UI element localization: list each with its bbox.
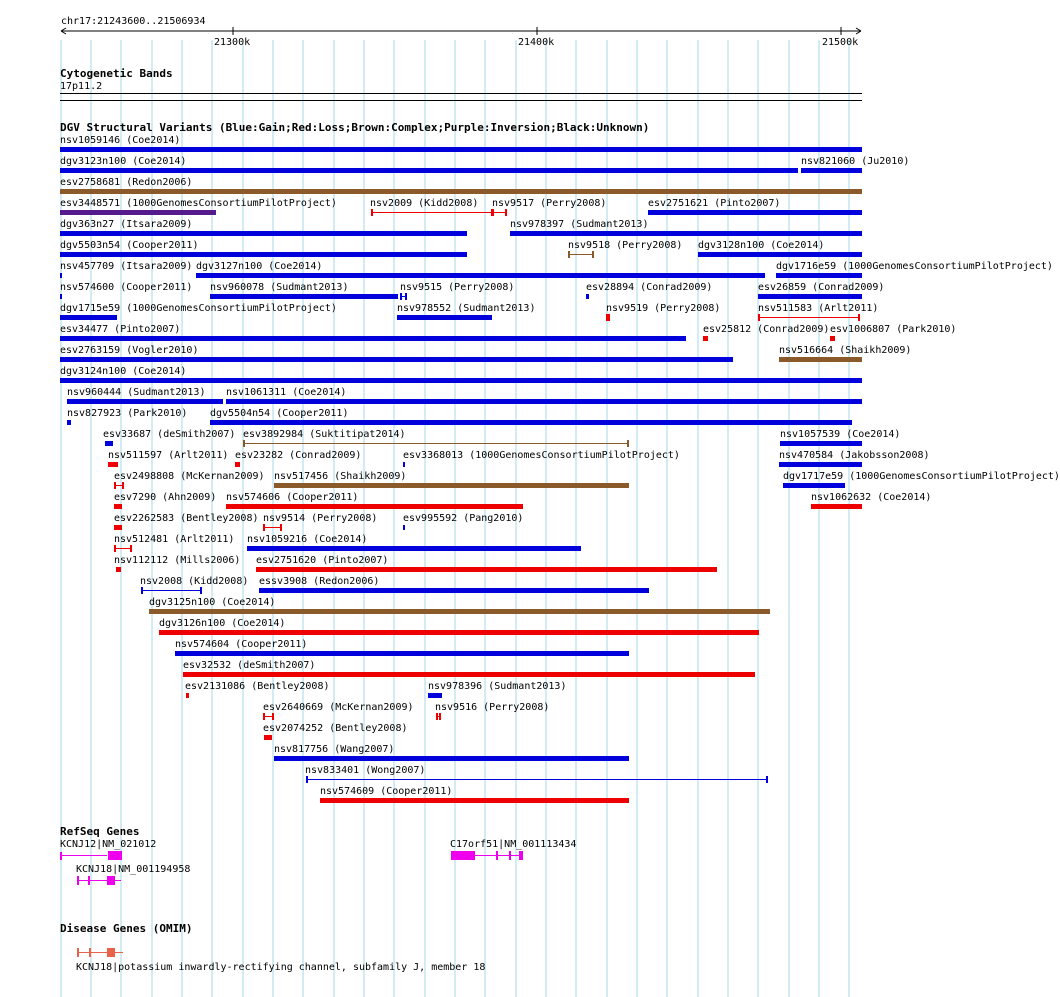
gene-label[interactable]: C17orf51|NM_001113434 [450, 839, 577, 850]
variant-label[interactable]: dgv3128n100 (Coe2014) [698, 240, 825, 251]
variant-label[interactable]: dgv1716e59 (1000GenomesConsortiumPilotProject) [776, 261, 1053, 272]
variant-label[interactable]: dgv5504n54 (Cooper2011) [210, 408, 349, 419]
variant-label[interactable]: esv3892984 (Suktitipat2014) [243, 429, 406, 440]
gene-intron [62, 855, 107, 856]
variant-bar[interactable] [428, 693, 442, 698]
variant-label[interactable]: nsv978552 (Sudmant2013) [397, 303, 536, 314]
variant-bar[interactable] [779, 462, 862, 467]
gene-exon[interactable] [60, 852, 62, 860]
variant-label[interactable]: dgv363n27 (Itsara2009) [60, 219, 193, 230]
variant-bar[interactable] [703, 336, 708, 341]
variant-bar[interactable] [776, 273, 862, 278]
cytoband-line-top [60, 93, 862, 94]
variant-cap [436, 713, 438, 720]
variant-cap [439, 713, 441, 720]
ruler-tick-label: 21400k [518, 37, 555, 48]
gene-exon[interactable] [108, 851, 122, 860]
variant-label[interactable]: nsv511583 (Arlt2011) [758, 303, 879, 314]
variant-label[interactable]: esv2751621 (Pinto2007) [648, 198, 781, 209]
variant-bar[interactable] [175, 651, 629, 656]
variant-bar[interactable] [60, 168, 798, 173]
variant-cap [505, 209, 507, 216]
variant-bar[interactable] [60, 336, 686, 341]
variant-label[interactable]: nsv512481 (Arlt2011) [114, 534, 235, 545]
variant-bar[interactable] [210, 294, 398, 299]
variant-cap [200, 587, 202, 594]
variant-cap [758, 314, 760, 321]
variant-bar[interactable] [830, 336, 835, 341]
variant-label[interactable]: nsv517456 (Shaikh2009) [274, 471, 407, 482]
variant-bar[interactable] [105, 441, 113, 446]
variant-label[interactable]: nsv833401 (Wong2007) [305, 765, 426, 776]
variant-label[interactable]: dgv3125n100 (Coe2014) [149, 597, 276, 608]
gene-exon[interactable] [88, 876, 90, 885]
variant-bar[interactable] [226, 399, 862, 404]
variant-label[interactable]: esv2640669 (McKernan2009) [263, 702, 414, 713]
variant-bar[interactable] [801, 168, 862, 173]
variant-label[interactable]: nsv1062632 (Coe2014) [811, 492, 932, 503]
variant-bar[interactable] [758, 294, 862, 299]
variant-bar[interactable] [186, 693, 189, 698]
variant-bar[interactable] [510, 231, 862, 236]
gene-exon[interactable] [451, 851, 475, 860]
variant-bar[interactable] [114, 525, 122, 530]
variant-label[interactable]: nsv511597 (Arlt2011) [108, 450, 229, 461]
omim-gene-label[interactable]: KCNJ18|potassium inwardly-rectifying channel, subfamily J, member 18 [76, 962, 486, 973]
variant-label[interactable]: nsv516664 (Shaikh2009) [779, 345, 912, 356]
variant-label[interactable]: esv2262583 (Bentley2008) [114, 513, 259, 524]
variant-label[interactable]: nsv1059146 (Coe2014) [60, 135, 181, 146]
variant-label[interactable]: nsv574606 (Cooper2011) [226, 492, 359, 503]
gene-exon[interactable] [509, 851, 511, 860]
variant-bar[interactable] [320, 798, 629, 803]
variant-label[interactable]: nsv817756 (Wang2007) [274, 744, 395, 755]
variant-bar[interactable] [235, 462, 240, 467]
variant-cap [766, 776, 768, 783]
variant-bar[interactable] [247, 546, 581, 551]
variant-cap [263, 524, 265, 531]
variant-label[interactable]: nsv1057539 (Coe2014) [780, 429, 901, 440]
variant-cap [263, 713, 265, 720]
variant-cap [272, 713, 274, 720]
variant-line[interactable] [371, 212, 493, 213]
variant-bar[interactable] [196, 273, 765, 278]
variant-bar[interactable] [259, 588, 649, 593]
variant-bar[interactable] [586, 294, 589, 299]
variant-label[interactable]: esv2758681 (Redon2006) [60, 177, 193, 188]
variant-cap [592, 251, 594, 258]
variant-bar[interactable] [403, 462, 405, 467]
variant-cap [371, 209, 373, 216]
cytoband-line-bottom [60, 100, 862, 101]
variant-bar[interactable] [114, 504, 122, 509]
variant-label[interactable]: esv33687 (deSmith2007) [103, 429, 236, 440]
variant-cap [306, 776, 308, 783]
variant-bar[interactable] [226, 504, 523, 509]
ruler-locus: chr17:21243600..21506934 [61, 16, 206, 27]
gene-exon[interactable] [107, 876, 115, 885]
variant-bar[interactable] [183, 672, 755, 677]
variant-label[interactable]: nsv1059216 (Coe2014) [247, 534, 368, 545]
variant-line[interactable] [568, 254, 594, 255]
variant-label[interactable]: esv25812 (Conrad2009) [703, 324, 830, 335]
variant-label[interactable]: nsv470584 (Jakobsson2008) [779, 450, 930, 461]
variant-label[interactable]: esv2074252 (Bentley2008) [263, 723, 408, 734]
variant-label[interactable]: dgv3126n100 (Coe2014) [159, 618, 286, 629]
variant-label[interactable]: nsv574604 (Cooper2011) [175, 639, 308, 650]
variant-label[interactable]: dgv3124n100 (Coe2014) [60, 366, 187, 377]
variant-bar[interactable] [779, 357, 862, 362]
variant-label[interactable]: dgv3123n100 (Coe2014) [60, 156, 187, 167]
variant-cap [858, 314, 860, 321]
ruler-tick-label: 21300k [214, 37, 251, 48]
refseq-track-title: RefSeq Genes [60, 825, 140, 838]
variant-label[interactable]: esv32532 (deSmith2007) [183, 660, 316, 671]
variant-cap [280, 524, 282, 531]
variant-label[interactable]: nsv827923 (Park2010) [67, 408, 188, 419]
variant-label[interactable]: esv34477 (Pinto2007) [60, 324, 181, 335]
variant-label[interactable]: esv2498808 (McKernan2009) [114, 471, 265, 482]
variant-label[interactable]: esv1006807 (Park2010) [830, 324, 957, 335]
variant-label[interactable]: dgv5503n54 (Cooper2011) [60, 240, 199, 251]
variant-label[interactable]: esv995592 (Pang2010) [403, 513, 524, 524]
cytoband-track-title: Cytogenetic Bands [60, 67, 173, 80]
variant-label[interactable]: dgv1715e59 (1000GenomesConsortiumPilotProject) [60, 303, 337, 314]
variant-bar[interactable] [149, 609, 770, 614]
variant-label[interactable]: esv2131086 (Bentley2008) [185, 681, 330, 692]
variant-label[interactable]: nsv2009 (Kidd2008) [370, 198, 479, 209]
variant-label[interactable]: dgv3127n100 (Coe2014) [196, 261, 323, 272]
variant-bar[interactable] [60, 315, 117, 320]
variant-label[interactable]: esv3448571 (1000GenomesConsortiumPilotProject) [60, 198, 337, 209]
variant-label[interactable]: esv2751620 (Pinto2007) [256, 555, 389, 566]
variant-bar[interactable] [397, 315, 492, 320]
variant-bar[interactable] [648, 210, 862, 215]
variant-bar[interactable] [159, 630, 759, 635]
variant-bar[interactable] [60, 252, 467, 257]
variant-label[interactable]: nsv978396 (Sudmant2013) [428, 681, 567, 692]
variant-label[interactable]: nsv574609 (Cooper2011) [320, 786, 453, 797]
omim-exon[interactable] [89, 948, 91, 957]
cytoband-label[interactable]: 17p11.2 [60, 81, 103, 92]
dgv-track-title: DGV Structural Variants (Blue:Gain;Red:Loss;Brown:Complex;Purple:Inversion;Black:Unknown) [60, 121, 650, 134]
variant-label[interactable]: nsv960078 (Sudmant2013) [210, 282, 349, 293]
variant-label[interactable]: nsv978397 (Sudmant2013) [510, 219, 649, 230]
variant-label[interactable]: nsv457709 (Itsara2009) [60, 261, 193, 272]
variant-cap [114, 545, 116, 552]
variant-label[interactable]: nsv9519 (Perry2008) [606, 303, 721, 314]
variant-bar[interactable] [67, 399, 223, 404]
variant-label[interactable]: nsv2008 (Kidd2008) [140, 576, 249, 587]
variant-cap [627, 440, 629, 447]
variant-line[interactable] [141, 590, 202, 591]
variant-cap [122, 482, 124, 489]
variant-label[interactable]: nsv9514 (Perry2008) [263, 513, 378, 524]
variant-label[interactable]: essv3908 (Redon2006) [259, 576, 380, 587]
gene-label[interactable]: KCNJ18|NM_001194958 [76, 864, 191, 875]
variant-bar[interactable] [60, 378, 862, 383]
variant-label[interactable]: nsv112112 (Mills2006) [114, 555, 241, 566]
ruler-tick-label: 21500k [822, 37, 859, 48]
variant-label[interactable]: dgv1717e59 (1000GenomesConsortiumPilotProject) [783, 471, 1060, 482]
variant-bar[interactable] [60, 294, 62, 299]
variant-bar[interactable] [116, 567, 121, 572]
variant-cap [608, 314, 610, 321]
variant-label[interactable]: nsv9516 (Perry2008) [435, 702, 550, 713]
variant-cap [400, 293, 402, 300]
variant-bar[interactable] [60, 147, 862, 152]
variant-cap [492, 209, 494, 216]
variant-line[interactable] [306, 779, 768, 780]
variant-label[interactable]: esv23282 (Conrad2009) [235, 450, 362, 461]
variant-bar[interactable] [67, 420, 71, 425]
variant-bar[interactable] [60, 231, 467, 236]
variant-cap [130, 545, 132, 552]
variant-bar[interactable] [811, 504, 862, 509]
variant-label[interactable]: nsv821060 (Ju2010) [801, 156, 910, 167]
variant-cap [243, 440, 245, 447]
omim-track-title: Disease Genes (OMIM) [60, 922, 193, 935]
variant-line[interactable] [243, 443, 629, 444]
variant-label[interactable]: esv2763159 (Vogler2010) [60, 345, 199, 356]
variant-bar[interactable] [60, 189, 862, 194]
variant-bar[interactable] [60, 210, 216, 215]
gene-exon[interactable] [496, 851, 498, 860]
variant-label[interactable]: nsv9518 (Perry2008) [568, 240, 683, 251]
variant-label[interactable]: nsv960444 (Sudmant2013) [67, 387, 206, 398]
variant-bar[interactable] [256, 567, 717, 572]
variant-bar[interactable] [210, 420, 852, 425]
variant-bar[interactable] [403, 525, 405, 530]
variant-bar[interactable] [274, 483, 629, 488]
variant-cap [568, 251, 570, 258]
variant-label[interactable]: esv3368013 (1000GenomesConsortiumPilotProject) [403, 450, 680, 461]
variant-bar[interactable] [698, 252, 862, 257]
gene-exon[interactable] [519, 851, 523, 860]
variant-bar[interactable] [60, 357, 733, 362]
variant-label[interactable]: nsv9517 (Perry2008) [492, 198, 607, 209]
variant-label[interactable]: nsv574600 (Cooper2011) [60, 282, 193, 293]
variant-label[interactable]: esv28894 (Conrad2009) [586, 282, 713, 293]
variant-cap [405, 293, 407, 300]
gene-label[interactable]: KCNJ12|NM_021012 [60, 839, 157, 850]
variant-bar[interactable] [108, 462, 118, 467]
omim-exon[interactable] [107, 948, 115, 957]
variant-cap [141, 587, 143, 594]
variant-cap [114, 482, 116, 489]
variant-label[interactable]: nsv9515 (Perry2008) [400, 282, 515, 293]
omim-intron [79, 952, 123, 953]
variant-label[interactable]: esv7290 (Ahn2009) [114, 492, 217, 503]
ruler[interactable] [0, 0, 890, 60]
ruler-ticks [214, 27, 858, 48]
variant-label[interactable]: esv26859 (Conrad2009) [758, 282, 885, 293]
variant-bar[interactable] [783, 483, 845, 488]
variant-label[interactable]: nsv1061311 (Coe2014) [226, 387, 347, 398]
variant-bar[interactable] [780, 441, 862, 446]
variant-line[interactable] [758, 317, 860, 318]
variant-bar[interactable] [60, 273, 62, 278]
variant-bar[interactable] [264, 735, 272, 740]
variant-bar[interactable] [274, 756, 629, 761]
